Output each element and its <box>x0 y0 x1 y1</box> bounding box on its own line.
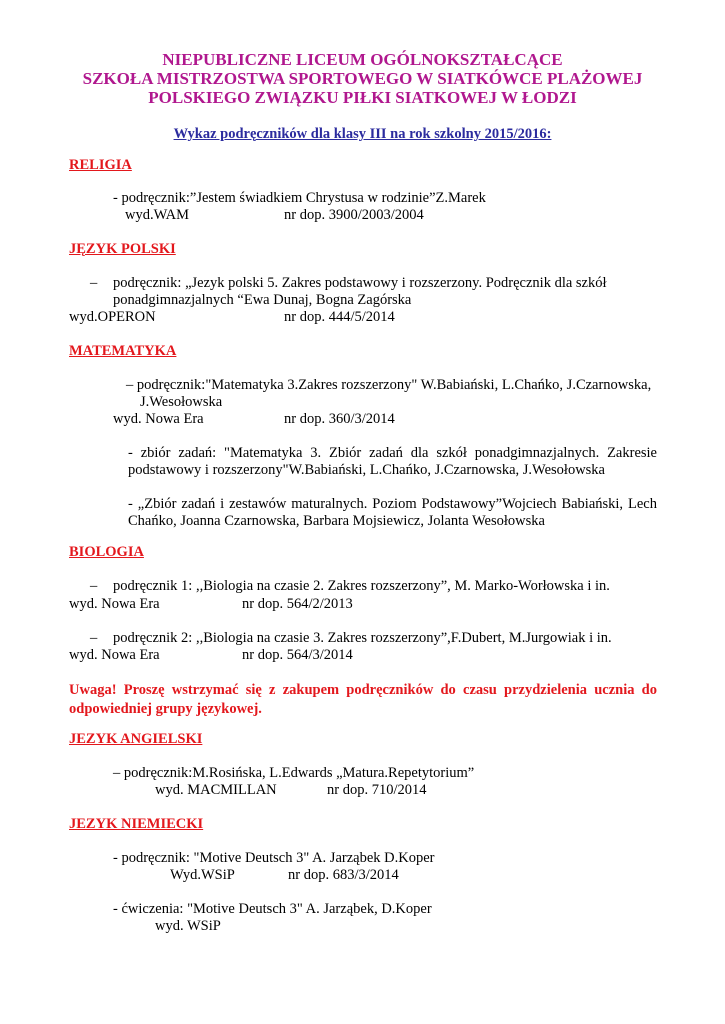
biologia-book-2-publisher: wyd. Nowa Era <box>69 647 160 663</box>
header-line-2: SZKOŁA MISTRZOSTWA SPORTOWEGO W SIATKÓWCE PLAŻOWEJ <box>82 69 643 88</box>
niemiecki-book-1: - podręcznik: "Motive Deutsch 3" A. Jarząbek D.Koper <box>113 850 435 866</box>
angielski-publisher: wyd. MACMILLAN <box>155 782 277 798</box>
document-subtitle: Wykaz podręczników dla klasy III na rok szkolny 2015/2016: <box>173 126 552 142</box>
biologia-dash-1: – <box>90 578 98 594</box>
language-group-warning: Uwaga! Proszę wstrzymać się z zakupem podręczników do czasu przydzielenia ucznia do odpowiedniej grupy językowej. <box>69 682 657 717</box>
biologia-book-1-publisher: wyd. Nowa Era <box>69 596 160 612</box>
matematyka-book-3: - „Zbiór zadań i zestawów maturalnych. Poziom Podstawowy”Wojciech Babiański, Lech Chańko, Joanna Czarnowska, Barbara Mojsiewicz, Jolanta Wesołowska <box>128 496 657 529</box>
section-heading-jezyk-angielski: JEZYK ANGIELSKI <box>69 731 203 747</box>
section-heading-matematyka: MATEMATYKA <box>69 343 177 359</box>
section-heading-jezyk-polski: JĘZYK POLSKI <box>69 241 176 257</box>
section-heading-jezyk-niemiecki: JEZYK NIEMIECKI <box>69 816 204 832</box>
biologia-dash-2: – <box>90 630 98 646</box>
matematyka-book-2: - zbiór zadań: "Matematyka 3. Zbiór zadań dla szkół ponadgimnazjalnych. Zakresie podstawowy i rozszerzony"W.Babiański, L.Chańko, J.Czarnowska, J.Wesołowska <box>128 445 657 478</box>
religia-approval-number: nr dop. 3900/2003/2004 <box>284 207 424 223</box>
matematyka-book-1-line-2: J.Wesołowska <box>140 394 223 410</box>
biologia-book-1-approval-number: nr dop. 564/2/2013 <box>242 596 353 612</box>
matematyka-book-1-line-1: – podręcznik:"Matematyka 3.Zakres rozszerzony" W.Babiański, L.Chańko, J.Czarnowska, <box>126 377 652 393</box>
matematyka-book-1-approval-number: nr dop. 360/3/2014 <box>284 411 395 427</box>
polski-book-line-1: podręcznik: „Jezyk polski 5. Zakres podstawowy i rozszerzony. Podręcznik dla szkół <box>113 275 607 291</box>
polski-book-line-2: ponadgimnazjalnych “Ewa Dunaj, Bogna Zagórska <box>113 292 412 308</box>
matematyka-book-1-publisher: wyd. Nowa Era <box>113 411 204 427</box>
polski-dash: – <box>90 275 98 291</box>
biologia-book-2: podręcznik 2: ,,Biologia na czasie 3. Zakres rozszerzony”,F.Dubert, M.Jurgowiak i in. <box>113 630 612 646</box>
biologia-book-1: podręcznik 1: ,,Biologia na czasie 2. Zakres rozszerzony”, M. Marko-Worłowska i in. <box>113 578 610 594</box>
header-line-1: NIEPUBLICZNE LICEUM OGÓLNOKSZTAŁCĄCE <box>162 50 563 69</box>
religia-book-line: - podręcznik:”Jestem świadkiem Chrystusa w rodzinie”Z.Marek <box>113 190 486 206</box>
header-line-3: POLSKIEGO ZWIĄZKU PIŁKI SIATKOWEJ W ŁODZI <box>148 88 577 107</box>
section-heading-religia: RELIGIA <box>69 157 132 173</box>
niemiecki-book-2-publisher: wyd. WSiP <box>155 918 221 934</box>
niemiecki-book-1-approval-number: nr dop. 683/3/2014 <box>288 867 399 883</box>
school-header <box>0 50 725 107</box>
religia-publisher: wyd.WAM <box>125 207 190 223</box>
angielski-approval-number: nr dop. 710/2014 <box>327 782 427 798</box>
angielski-book-line: – podręcznik:M.Rosińska, L.Edwards „Matura.Repetytorium” <box>113 765 475 781</box>
niemiecki-book-2: - ćwiczenia: "Motive Deutsch 3" A. Jarząbek, D.Koper <box>113 901 432 917</box>
section-heading-biologia: BIOLOGIA <box>69 544 144 560</box>
polski-publisher: wyd.OPERON <box>69 309 156 325</box>
biologia-book-2-approval-number: nr dop. 564/3/2014 <box>242 647 353 663</box>
polski-approval-number: nr dop. 444/5/2014 <box>284 309 395 325</box>
niemiecki-book-1-publisher: Wyd.WSiP <box>170 867 235 883</box>
